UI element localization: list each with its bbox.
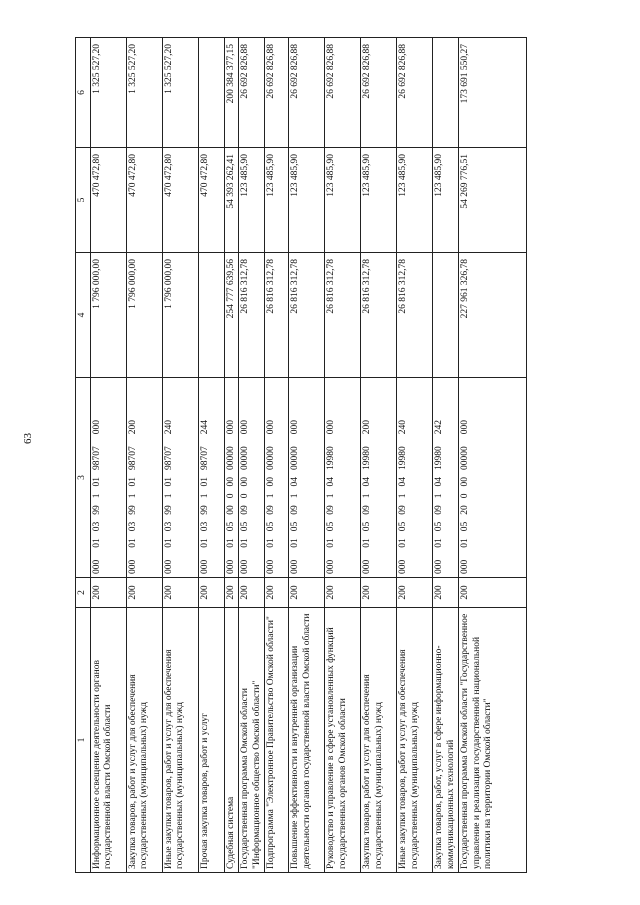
row-classification-code-cell	[224, 378, 239, 578]
row-classification-code-cell	[433, 378, 459, 578]
row-executed-cell: 123 485,90	[361, 148, 397, 253]
code-part: 1	[434, 493, 444, 499]
table-row	[239, 38, 265, 873]
code-part: 09	[362, 505, 372, 515]
code-part: 09	[290, 505, 300, 515]
row-code-admin-cell: 200	[224, 578, 239, 608]
code-part: 98707	[199, 446, 210, 470]
row-approved-cell: 26 816 312,78	[325, 253, 361, 378]
budget-table	[75, 37, 527, 873]
code-part: 04	[290, 477, 300, 487]
row-remaining-cell: 1 325 527,20	[90, 38, 126, 148]
code-part: 000	[240, 420, 250, 435]
code-part: 1	[91, 493, 102, 499]
row-code-admin-cell: 200	[289, 578, 325, 608]
code-part: 240	[163, 420, 174, 435]
code-part: 00	[225, 477, 236, 487]
row-classification-code-cell	[289, 378, 325, 578]
code-part: 01	[163, 477, 174, 487]
row-remaining-cell: 1 325 527,20	[126, 38, 162, 148]
code-part: 000	[398, 559, 408, 574]
row-classification-code-cell	[90, 378, 126, 578]
code-part: 04	[362, 477, 372, 487]
code-part: 1	[199, 493, 210, 499]
code-part: 0	[460, 493, 470, 499]
code-part: 01	[91, 477, 102, 487]
code-part: 09	[240, 505, 250, 515]
row-executed-cell: 123 485,90	[433, 148, 459, 253]
row-executed-cell: 123 485,90	[265, 148, 289, 253]
code-part: 05	[290, 521, 300, 532]
code-part: 99	[91, 505, 102, 515]
row-approved-cell: 227 961 326,78	[459, 253, 527, 378]
code-part: 000	[326, 559, 336, 574]
code-part: 000	[266, 559, 276, 574]
row-code-admin-cell: 200	[265, 578, 289, 608]
row-remaining-cell: 26 692 826,88	[239, 38, 265, 148]
code-part: 1	[326, 493, 336, 499]
code-part: 000	[460, 559, 470, 574]
row-name-cell: Закупка товаров, работ, услуг в сфере информационно-коммуникационных технологий	[433, 608, 459, 873]
row-name-cell: Иные закупки товаров, работ и услуг для обеспечения государственных (муниципальных) нужд	[397, 608, 433, 873]
row-classification-code-cell	[162, 378, 198, 578]
code-part: 244	[199, 420, 210, 435]
row-classification-code-cell	[459, 378, 527, 578]
code-part: 99	[199, 505, 210, 515]
code-part: 09	[266, 505, 276, 515]
header-cell: 1	[76, 608, 91, 873]
code-part: 000	[326, 420, 336, 435]
code-part: 01	[434, 538, 444, 548]
table-row	[325, 38, 361, 873]
row-approved-cell: 26 816 312,78	[361, 253, 397, 378]
code-part: 19980	[434, 446, 444, 470]
code-part: 03	[91, 521, 102, 532]
row-executed-cell: 470 472,80	[90, 148, 126, 253]
code-part: 01	[225, 538, 236, 548]
row-code-admin-cell: 200	[239, 578, 265, 608]
row-executed-cell: 54 393 262,41	[224, 148, 239, 253]
table-row	[265, 38, 289, 873]
row-name-cell: Государственная программа Омской области "Информационное общество Омской области"	[239, 608, 265, 873]
table-row	[289, 38, 325, 873]
code-part: 000	[266, 420, 276, 435]
row-remaining-cell: 26 692 826,88	[289, 38, 325, 148]
code-part: 1	[266, 493, 276, 499]
header-cell: 4	[76, 253, 91, 378]
row-remaining-cell: 26 692 826,88	[397, 38, 433, 148]
code-part: 09	[434, 505, 444, 515]
code-part: 09	[326, 505, 336, 515]
table-row	[162, 38, 198, 873]
row-code-admin-cell: 200	[459, 578, 527, 608]
code-part: 00000	[240, 446, 250, 470]
row-approved-cell: 1 796 000,00	[90, 253, 126, 378]
row-remaining-cell: 26 692 826,88	[265, 38, 289, 148]
code-part: 000	[460, 420, 470, 435]
code-part: 00	[225, 505, 236, 515]
row-classification-code-cell	[325, 378, 361, 578]
code-part: 000	[225, 559, 236, 574]
code-part: 03	[199, 521, 210, 532]
table-row	[198, 38, 224, 873]
table-row	[433, 38, 459, 873]
code-part: 0	[225, 493, 236, 499]
code-part: 98707	[127, 446, 138, 470]
header-cell: 3	[76, 378, 91, 578]
row-classification-code-cell	[361, 378, 397, 578]
row-code-admin-cell: 200	[433, 578, 459, 608]
code-part: 05	[434, 521, 444, 532]
table-row	[361, 38, 397, 873]
row-executed-cell: 123 485,90	[239, 148, 265, 253]
row-code-admin-cell: 200	[361, 578, 397, 608]
code-part: 240	[398, 420, 408, 435]
code-part: 000	[91, 420, 102, 435]
row-executed-cell: 123 485,90	[397, 148, 433, 253]
row-code-admin-cell: 200	[325, 578, 361, 608]
code-part: 01	[199, 538, 210, 548]
code-part: 01	[266, 538, 276, 548]
row-code-admin-cell: 200	[90, 578, 126, 608]
row-name-cell: Руководство и управление в сфере установленных функций государственных органов Омской области	[325, 608, 361, 873]
row-code-admin-cell: 200	[198, 578, 224, 608]
code-part: 000	[225, 420, 236, 435]
code-part: 1	[290, 493, 300, 499]
code-part: 000	[91, 559, 102, 574]
row-name-cell: Прочая закупка товаров, работ и услуг	[198, 608, 224, 873]
row-name-cell: Закупка товаров, работ и услуг для обеспечения государственных (муниципальных) нужд	[361, 608, 397, 873]
code-part: 01	[398, 538, 408, 548]
row-executed-cell: 123 485,90	[325, 148, 361, 253]
code-part: 01	[460, 538, 470, 548]
code-part: 000	[127, 559, 138, 574]
row-approved-cell: 1 796 000,00	[162, 253, 198, 378]
row-remaining-cell: 1 325 527,20	[162, 38, 198, 148]
row-name-cell: Закупка товаров, работ и услуг для обеспечения государственных (муниципальных) нужд	[126, 608, 162, 873]
header-cell: 5	[76, 148, 91, 253]
row-remaining-cell: 26 692 826,88	[325, 38, 361, 148]
code-part: 200	[362, 420, 372, 435]
table-row	[224, 38, 239, 873]
row-classification-code-cell	[126, 378, 162, 578]
code-part: 05	[266, 521, 276, 532]
code-part: 98707	[91, 446, 102, 470]
header-cell: 6	[76, 38, 91, 148]
code-part: 00000	[266, 446, 276, 470]
code-part: 000	[199, 559, 210, 574]
row-approved-cell	[433, 253, 459, 378]
code-part: 000	[163, 559, 174, 574]
table-row	[126, 38, 162, 873]
row-remaining-cell: 200 384 377,15	[224, 38, 239, 148]
code-part: 01	[290, 538, 300, 548]
row-code-admin-cell: 200	[162, 578, 198, 608]
row-approved-cell	[198, 253, 224, 378]
row-approved-cell: 26 816 312,78	[397, 253, 433, 378]
table-row	[90, 38, 126, 873]
row-remaining-cell: 26 692 826,88	[361, 38, 397, 148]
code-part: 01	[127, 538, 138, 548]
code-part: 05	[225, 521, 236, 532]
row-remaining-cell	[433, 38, 459, 148]
code-part: 0	[240, 493, 250, 499]
row-name-cell: Информационное освещение деятельности органов государственной власти Омской области	[90, 608, 126, 873]
row-approved-cell: 1 796 000,00	[126, 253, 162, 378]
code-part: 00000	[225, 446, 236, 470]
row-code-admin-cell: 200	[397, 578, 433, 608]
rotated-page	[75, 38, 535, 873]
code-part: 01	[127, 477, 138, 487]
code-part: 05	[326, 521, 336, 532]
table-row	[459, 38, 527, 873]
header-cell: 2	[76, 578, 91, 608]
row-classification-code-cell	[239, 378, 265, 578]
row-classification-code-cell	[198, 378, 224, 578]
row-approved-cell: 26 816 312,78	[265, 253, 289, 378]
row-approved-cell: 26 816 312,78	[239, 253, 265, 378]
code-part: 19980	[362, 446, 372, 470]
code-part: 00	[266, 477, 276, 487]
row-code-admin-cell: 200	[126, 578, 162, 608]
code-part: 03	[163, 521, 174, 532]
code-part: 05	[460, 521, 470, 532]
page-number: 63	[22, 433, 34, 444]
code-part: 05	[362, 521, 372, 532]
code-part: 05	[398, 521, 408, 532]
code-part: 1	[163, 493, 174, 499]
row-executed-cell: 123 485,90	[289, 148, 325, 253]
code-part: 19980	[398, 446, 408, 470]
row-name-cell: Государственная программа Омской области "Государственное управление и реализация государственной национальной политики на территории Омской области"	[459, 608, 527, 873]
code-part: 00000	[290, 446, 300, 470]
code-part: 04	[326, 477, 336, 487]
row-name-cell: Повышение эффективности и внутренней организации деятельности органов государственной власти Омской области	[289, 608, 325, 873]
row-remaining-cell	[198, 38, 224, 148]
code-part: 200	[127, 420, 138, 435]
code-part: 000	[290, 559, 300, 574]
code-part: 03	[127, 521, 138, 532]
code-part: 04	[434, 477, 444, 487]
code-part: 19980	[326, 446, 336, 470]
code-part: 99	[163, 505, 174, 515]
code-part: 09	[398, 505, 408, 515]
row-name-cell: Подпрограмма "Электронное Правительство Омской области"	[265, 608, 289, 873]
row-executed-cell: 470 472,80	[126, 148, 162, 253]
row-classification-code-cell	[397, 378, 433, 578]
code-part: 00	[460, 477, 470, 487]
code-part: 1	[362, 493, 372, 499]
code-part: 01	[240, 538, 250, 548]
code-part: 98707	[163, 446, 174, 470]
code-part: 01	[163, 538, 174, 548]
row-executed-cell: 54 269 776,51	[459, 148, 527, 253]
code-part: 20	[460, 505, 470, 515]
row-remaining-cell: 173 691 550,27	[459, 38, 527, 148]
row-approved-cell: 26 816 312,78	[289, 253, 325, 378]
code-part: 01	[326, 538, 336, 548]
code-part: 01	[362, 538, 372, 548]
code-part: 04	[398, 477, 408, 487]
row-name-cell: Судебная система	[224, 608, 239, 873]
header-row	[76, 38, 91, 873]
code-part: 000	[290, 420, 300, 435]
code-part: 01	[199, 477, 210, 487]
code-part: 000	[362, 559, 372, 574]
code-part: 99	[127, 505, 138, 515]
code-part: 01	[91, 538, 102, 548]
row-name-cell: Иные закупки товаров, работ и услуг для обеспечения государственных (муниципальных) нужд	[162, 608, 198, 873]
code-part: 000	[240, 559, 250, 574]
code-part: 05	[240, 521, 250, 532]
row-classification-code-cell	[265, 378, 289, 578]
code-part: 242	[434, 420, 444, 435]
row-executed-cell: 470 472,80	[162, 148, 198, 253]
table-row	[397, 38, 433, 873]
code-part: 000	[434, 559, 444, 574]
code-part: 1	[398, 493, 408, 499]
code-part: 00000	[460, 446, 470, 470]
code-part: 00	[240, 477, 250, 487]
row-approved-cell: 254 777 639,56	[224, 253, 239, 378]
row-executed-cell: 470 472,80	[198, 148, 224, 253]
code-part: 1	[127, 493, 138, 499]
